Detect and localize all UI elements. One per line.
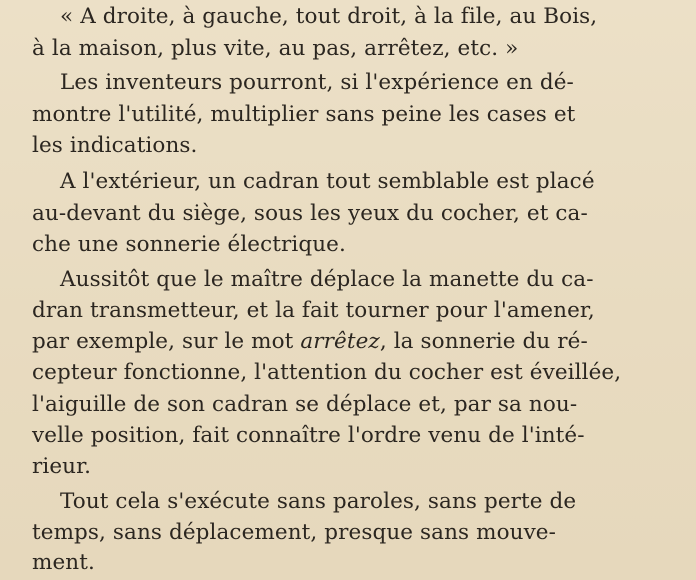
text-line: « A droite, à gauche, tout droit, à la file, au Bois, (60, 4, 598, 29)
text-line: velle position, fait connaître l'ordre venu de l'inté- (32, 423, 585, 448)
text-line: cepteur fonctionne, l'attention du cocher est éveillée, (32, 360, 622, 385)
text-line (32, 327, 588, 357)
text-line: Tout cela s'exécute sans paroles, sans perte de (60, 489, 577, 514)
text-line: à la maison, plus vite, au pas, arrêtez, etc. » (32, 36, 519, 61)
italic-word: arrêtez (300, 329, 380, 354)
text-line: montre l'utilité, multiplier sans peine les cases et (32, 102, 576, 127)
text-segment: par exemple, sur le mot (32, 329, 301, 354)
text-line: rieur. (32, 454, 92, 479)
text-line: l'aiguille de son cadran se déplace et, par sa nou- (32, 392, 578, 417)
text-line: temps, sans déplacement, presque sans mouve- (32, 520, 557, 545)
text-line: Aussitôt que le maître déplace la manette du ca- (60, 267, 594, 292)
text-line: che une sonnerie électrique. (32, 232, 346, 257)
text-line: au-devant du siège, sous les yeux du cocher, et ca- (32, 201, 588, 226)
text-line: Les inventeurs pourront, si l'expérience en dé- (60, 70, 574, 95)
text-line: les indications. (32, 133, 198, 158)
text-segment: , la sonnerie du ré- (379, 329, 588, 354)
text-line: dran transmetteur, et la fait tourner pour l'amener, (32, 298, 595, 323)
text-line: ment. (32, 550, 95, 575)
text-line: A l'extérieur, un cadran tout semblable est placé (60, 169, 595, 194)
